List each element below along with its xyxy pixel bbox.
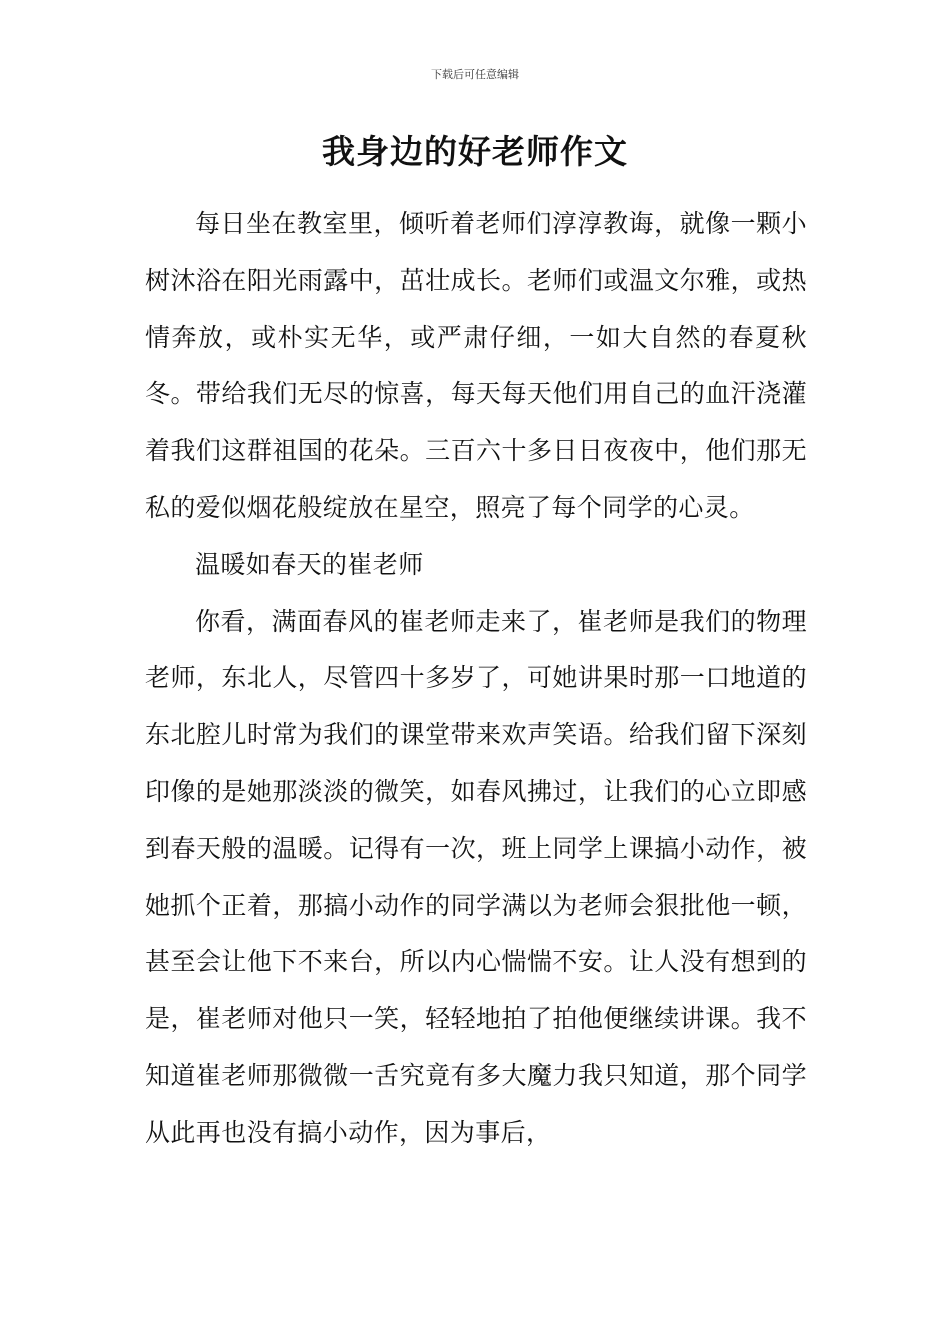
section-heading: 温暖如春天的崔老师 [195, 549, 424, 579]
header-note: 下载后可任意编辑 [431, 68, 519, 81]
paragraph-teacher-cui: 你看，满面春风的崔老师走来了，崔老师是我们的物理老师，东北人，尽管四十多岁了，可她讲果时那一口地道的东北腔儿时常为我们的课堂带来欢声笑语。给我们留下深刻印像的是她那淡淡的微笑，如春风拂过，让我们的心立即感到春天般的温暖。记得有一次，班上同学上课搞小动作，被她抓个正着，那搞小动作的同学满以为老师会狠批他一顿，甚至会让他下不来台，所以内心惴惴不安。让人没有想到的是，崔老师对他只一笑，轻轻地拍了拍他便继续讲课。我不知道崔老师那微微一舌究竟有多大魔力我只知道，那个同学从此再也没有搞小动作，因为事后， [145, 606, 807, 1147]
document-title: 我身边的好老师作文 [322, 132, 628, 171]
paragraph-intro: 每日坐在教室里，倾听着老师们淳淳教诲，就像一颗小树沐浴在阳光雨露中，茁壮成长。老师们或温文尔雅，或热情奔放，或朴实无华，或严肃仔细，一如大自然的春夏秋冬。带给我们无尽的惊喜，每天每天他们用自己的血汗浇灌着我们这群祖国的花朵。三百六十多日日夜夜中，他们那无私的爱似烟花般绽放在星空，照亮了每个同学的心灵。 [145, 209, 807, 522]
document-body [145, 196, 807, 1162]
